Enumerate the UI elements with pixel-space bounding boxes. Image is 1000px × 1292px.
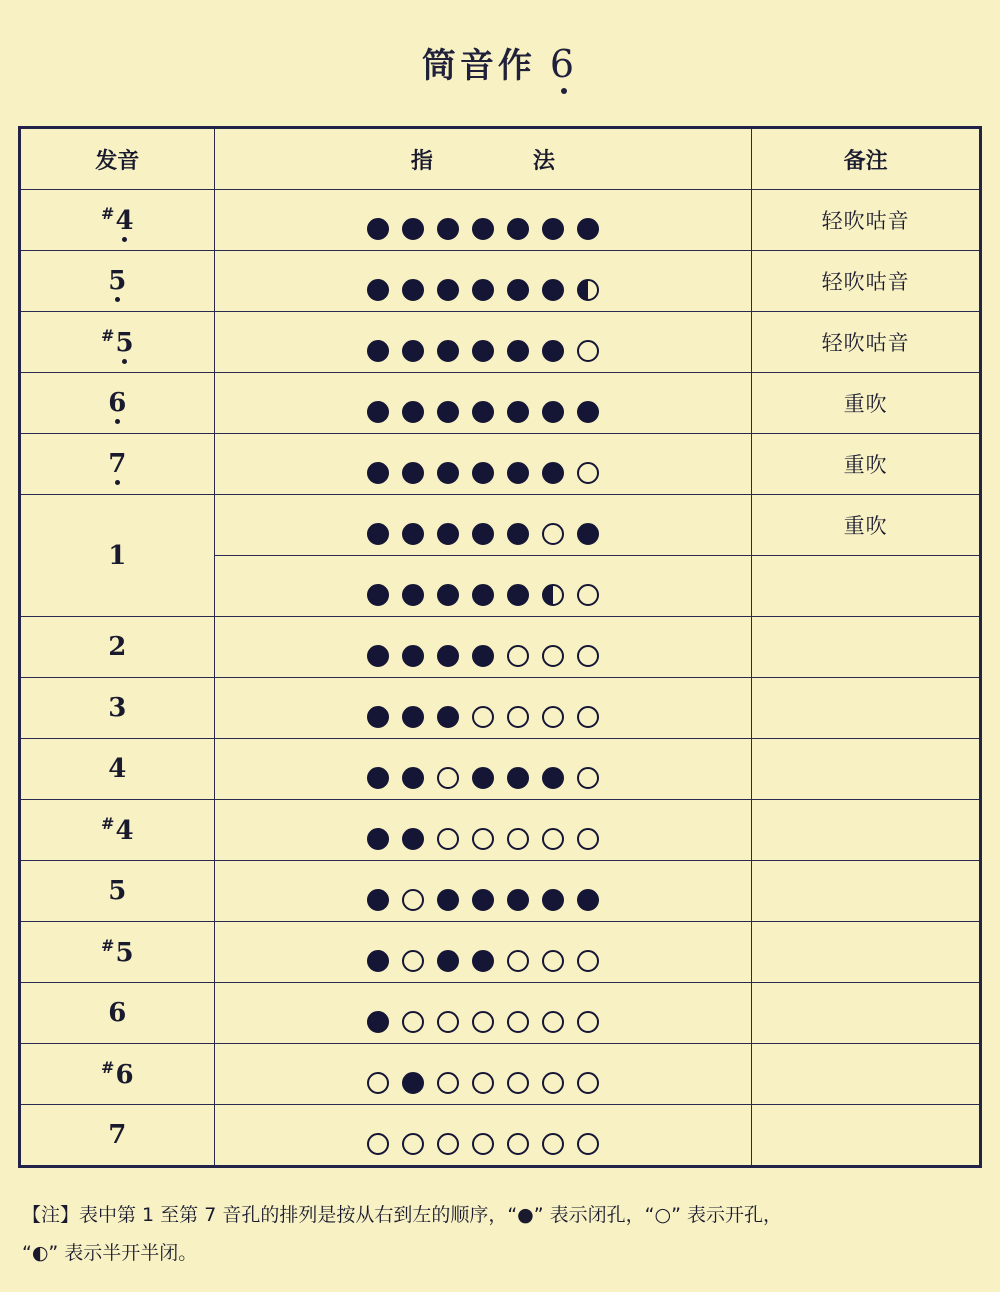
- footnote-line-2: “◐” 表示半开半闭。: [22, 1242, 198, 1264]
- remark-cell: [752, 922, 981, 983]
- closed-hole-icon: [542, 401, 564, 423]
- open-hole-icon: [472, 1133, 494, 1155]
- hole-group: [215, 444, 752, 484]
- hole-group: [215, 810, 752, 850]
- half-hole-icon: [577, 279, 599, 301]
- fingering-row: [20, 312, 981, 373]
- open-hole-icon: [402, 889, 424, 911]
- fingering-row: [20, 373, 981, 434]
- closed-hole-icon: [472, 523, 494, 545]
- fingering-cell: [214, 190, 752, 251]
- hole-group: [215, 1054, 752, 1094]
- closed-hole-icon: [507, 218, 529, 240]
- closed-hole-icon: [402, 1072, 424, 1094]
- open-hole-icon: [577, 1072, 599, 1094]
- closed-hole-icon: [542, 279, 564, 301]
- pitch-cell: [20, 434, 215, 495]
- header-pitch: 发音: [20, 128, 215, 190]
- fingering-row: [20, 617, 981, 678]
- closed-hole-icon: [577, 218, 599, 240]
- closed-hole-icon: [542, 767, 564, 789]
- remark-cell: [752, 678, 981, 739]
- closed-hole-icon: [402, 645, 424, 667]
- closed-hole-icon: [472, 218, 494, 240]
- closed-hole-icon: [367, 462, 389, 484]
- pitch-cell: [20, 1105, 215, 1167]
- remark-cell: 轻吹咕音: [752, 312, 981, 373]
- hole-group: [215, 322, 752, 362]
- fingering-cell: [214, 1105, 752, 1167]
- open-hole-icon: [577, 828, 599, 850]
- closed-hole-icon: [402, 523, 424, 545]
- pitch-note: 5: [108, 266, 127, 296]
- fingering-cell: [214, 617, 752, 678]
- open-hole-icon: [472, 706, 494, 728]
- header-fingering: [214, 128, 752, 190]
- open-hole-icon: [472, 828, 494, 850]
- fingering-cell: [214, 739, 752, 800]
- sharp-sign: #: [101, 204, 115, 224]
- closed-hole-icon: [402, 218, 424, 240]
- closed-hole-icon: [402, 828, 424, 850]
- open-hole-icon: [542, 706, 564, 728]
- closed-hole-icon: [367, 706, 389, 728]
- closed-hole-icon: [367, 523, 389, 545]
- open-hole-icon: [472, 1072, 494, 1094]
- pitch-note: 3: [108, 693, 127, 723]
- fingering-row: [20, 922, 981, 983]
- closed-hole-icon: [507, 523, 529, 545]
- open-hole-icon: [402, 950, 424, 972]
- pitch-cell: [20, 739, 215, 800]
- open-hole-icon: [577, 950, 599, 972]
- pitch-note: 5: [115, 327, 134, 358]
- sharp-sign: #: [101, 1058, 115, 1078]
- open-hole-icon: [437, 1011, 459, 1033]
- remark-cell: [752, 617, 981, 678]
- closed-hole-icon: [472, 340, 494, 362]
- remark-cell: [752, 1044, 981, 1105]
- fingering-cell: [214, 861, 752, 922]
- closed-hole-icon: [402, 401, 424, 423]
- open-hole-icon: [577, 767, 599, 789]
- hole-group: [215, 993, 752, 1033]
- pitch-note: 1: [108, 540, 127, 571]
- open-hole-icon: [542, 1011, 564, 1033]
- closed-hole-icon: [402, 584, 424, 606]
- fingering-cell: [214, 678, 752, 739]
- closed-hole-icon: [437, 584, 459, 606]
- fingering-cell: [214, 1044, 752, 1105]
- closed-hole-icon: [402, 706, 424, 728]
- open-hole-icon: [542, 950, 564, 972]
- header-fingering-left: 指: [410, 148, 433, 174]
- sharp-sign: #: [101, 936, 115, 956]
- open-hole-icon: [577, 1011, 599, 1033]
- header-row: [20, 128, 981, 190]
- open-hole-icon: [507, 828, 529, 850]
- closed-hole-icon: [507, 889, 529, 911]
- closed-hole-icon: [472, 462, 494, 484]
- closed-hole-icon: [437, 523, 459, 545]
- open-hole-icon: [402, 1133, 424, 1155]
- fingering-row: [20, 434, 981, 495]
- pitch-note: 4: [115, 815, 134, 846]
- fingering-cell: [214, 983, 752, 1044]
- open-hole-icon: [577, 706, 599, 728]
- fingering-row: [20, 678, 981, 739]
- fingering-row: [20, 495, 981, 556]
- closed-hole-icon: [367, 889, 389, 911]
- pitch-note: 4: [115, 205, 134, 236]
- closed-hole-icon: [507, 767, 529, 789]
- fingering-cell: [214, 312, 752, 373]
- closed-hole-icon: [437, 889, 459, 911]
- open-hole-icon: [472, 1011, 494, 1033]
- closed-hole-icon: [472, 889, 494, 911]
- title-note: 6: [549, 42, 579, 86]
- fingering-row: [20, 1105, 981, 1167]
- remark-cell: 重吹: [752, 495, 981, 556]
- closed-hole-icon: [472, 645, 494, 667]
- remark-cell: 重吹: [752, 373, 981, 434]
- fingering-row: [20, 983, 981, 1044]
- open-hole-icon: [507, 706, 529, 728]
- closed-hole-icon: [507, 279, 529, 301]
- closed-hole-icon: [437, 706, 459, 728]
- fingering-row: [20, 190, 981, 251]
- hole-group: [215, 749, 752, 789]
- pitch-note: 4: [108, 754, 127, 784]
- closed-hole-icon: [577, 523, 599, 545]
- remark-cell: 重吹: [752, 434, 981, 495]
- closed-hole-icon: [577, 889, 599, 911]
- closed-hole-icon: [542, 889, 564, 911]
- pitch-note: 2: [108, 632, 127, 662]
- hole-group: [215, 627, 752, 667]
- closed-hole-icon: [367, 584, 389, 606]
- header-fingering-right: 法: [532, 148, 555, 174]
- pitch-cell: [20, 983, 215, 1044]
- page-title: [0, 38, 1000, 87]
- remark-cell: 轻吹咕音: [752, 190, 981, 251]
- open-hole-icon: [507, 950, 529, 972]
- hole-group: [215, 566, 752, 606]
- pitch-cell: [20, 861, 215, 922]
- hole-group: [215, 383, 752, 423]
- closed-hole-icon: [472, 950, 494, 972]
- open-hole-icon: [577, 1133, 599, 1155]
- half-hole-icon: [542, 584, 564, 606]
- closed-hole-icon: [507, 462, 529, 484]
- open-hole-icon: [507, 1072, 529, 1094]
- pitch-cell: [20, 190, 215, 251]
- hole-group: [215, 1115, 752, 1155]
- closed-hole-icon: [472, 401, 494, 423]
- footnote-line-1: 【注】表中第 1 至第 7 音孔的排列是按从右到左的顺序，“●” 表示闭孔，“○” 表示开孔，: [22, 1204, 782, 1226]
- closed-hole-icon: [437, 340, 459, 362]
- open-hole-icon: [507, 1011, 529, 1033]
- pitch-note: 7: [108, 1120, 127, 1150]
- fingering-cell: [214, 922, 752, 983]
- pitch-cell: [20, 251, 215, 312]
- open-hole-icon: [542, 645, 564, 667]
- fingering-row: [20, 251, 981, 312]
- pitch-note: 7: [108, 449, 127, 479]
- open-hole-icon: [577, 645, 599, 667]
- sharp-sign: #: [101, 814, 115, 834]
- fingering-cell: [214, 556, 752, 617]
- open-hole-icon: [542, 523, 564, 545]
- closed-hole-icon: [437, 645, 459, 667]
- closed-hole-icon: [437, 218, 459, 240]
- closed-hole-icon: [507, 340, 529, 362]
- hole-group: [215, 261, 752, 301]
- sharp-sign: #: [101, 326, 115, 346]
- closed-hole-icon: [367, 767, 389, 789]
- pitch-cell: [20, 800, 215, 861]
- fingering-row: [20, 1044, 981, 1105]
- pitch-note: 6: [108, 998, 127, 1028]
- header-remark: 备注: [752, 128, 981, 190]
- fingering-cell: [214, 251, 752, 312]
- remark-cell: [752, 861, 981, 922]
- fingering-row: [20, 739, 981, 800]
- pitch-note: 6: [108, 388, 127, 418]
- hole-group: [215, 688, 752, 728]
- pitch-cell: [20, 1044, 215, 1105]
- closed-hole-icon: [367, 828, 389, 850]
- fingering-cell: [214, 495, 752, 556]
- open-hole-icon: [437, 767, 459, 789]
- closed-hole-icon: [472, 279, 494, 301]
- open-hole-icon: [437, 1072, 459, 1094]
- pitch-note: 6: [115, 1059, 134, 1090]
- closed-hole-icon: [367, 645, 389, 667]
- open-hole-icon: [542, 1133, 564, 1155]
- pitch-cell: [20, 373, 215, 434]
- closed-hole-icon: [402, 340, 424, 362]
- hole-group: [215, 505, 752, 545]
- hole-group: [215, 871, 752, 911]
- open-hole-icon: [437, 1133, 459, 1155]
- open-hole-icon: [577, 584, 599, 606]
- closed-hole-icon: [402, 279, 424, 301]
- closed-hole-icon: [437, 950, 459, 972]
- remark-cell: [752, 800, 981, 861]
- pitch-note: 5: [115, 937, 134, 968]
- remark-cell: 轻吹咕音: [752, 251, 981, 312]
- fingering-cell: [214, 373, 752, 434]
- remark-cell: [752, 983, 981, 1044]
- pitch-cell: [20, 617, 215, 678]
- pitch-cell: [20, 312, 215, 373]
- closed-hole-icon: [367, 340, 389, 362]
- fingering-chart: [18, 126, 982, 1168]
- closed-hole-icon: [367, 401, 389, 423]
- open-hole-icon: [367, 1072, 389, 1094]
- closed-hole-icon: [437, 401, 459, 423]
- pitch-cell: [20, 678, 215, 739]
- fingering-row: [20, 861, 981, 922]
- closed-hole-icon: [472, 584, 494, 606]
- open-hole-icon: [542, 828, 564, 850]
- open-hole-icon: [577, 340, 599, 362]
- hole-group: [215, 932, 752, 972]
- remark-cell: [752, 1105, 981, 1167]
- closed-hole-icon: [437, 462, 459, 484]
- closed-hole-icon: [367, 218, 389, 240]
- closed-hole-icon: [542, 462, 564, 484]
- closed-hole-icon: [367, 1011, 389, 1033]
- closed-hole-icon: [402, 767, 424, 789]
- pitch-cell: [20, 922, 215, 983]
- open-hole-icon: [367, 1133, 389, 1155]
- closed-hole-icon: [472, 767, 494, 789]
- closed-hole-icon: [437, 279, 459, 301]
- pitch-note: 5: [108, 876, 127, 906]
- closed-hole-icon: [507, 584, 529, 606]
- open-hole-icon: [437, 828, 459, 850]
- remark-cell: [752, 739, 981, 800]
- open-hole-icon: [507, 1133, 529, 1155]
- fingering-cell: [214, 800, 752, 861]
- open-hole-icon: [542, 1072, 564, 1094]
- chart-body: [20, 190, 981, 1167]
- closed-hole-icon: [542, 218, 564, 240]
- closed-hole-icon: [367, 950, 389, 972]
- closed-hole-icon: [402, 462, 424, 484]
- fingering-row: [20, 800, 981, 861]
- closed-hole-icon: [507, 401, 529, 423]
- closed-hole-icon: [367, 279, 389, 301]
- open-hole-icon: [507, 645, 529, 667]
- fingering-cell: [214, 434, 752, 495]
- closed-hole-icon: [577, 401, 599, 423]
- closed-hole-icon: [542, 340, 564, 362]
- title-label: 筒音作: [421, 46, 536, 86]
- hole-group: [215, 200, 752, 240]
- pitch-cell: [20, 495, 215, 617]
- remark-cell: [752, 556, 981, 617]
- open-hole-icon: [402, 1011, 424, 1033]
- open-hole-icon: [577, 462, 599, 484]
- footnote: [22, 1196, 982, 1272]
